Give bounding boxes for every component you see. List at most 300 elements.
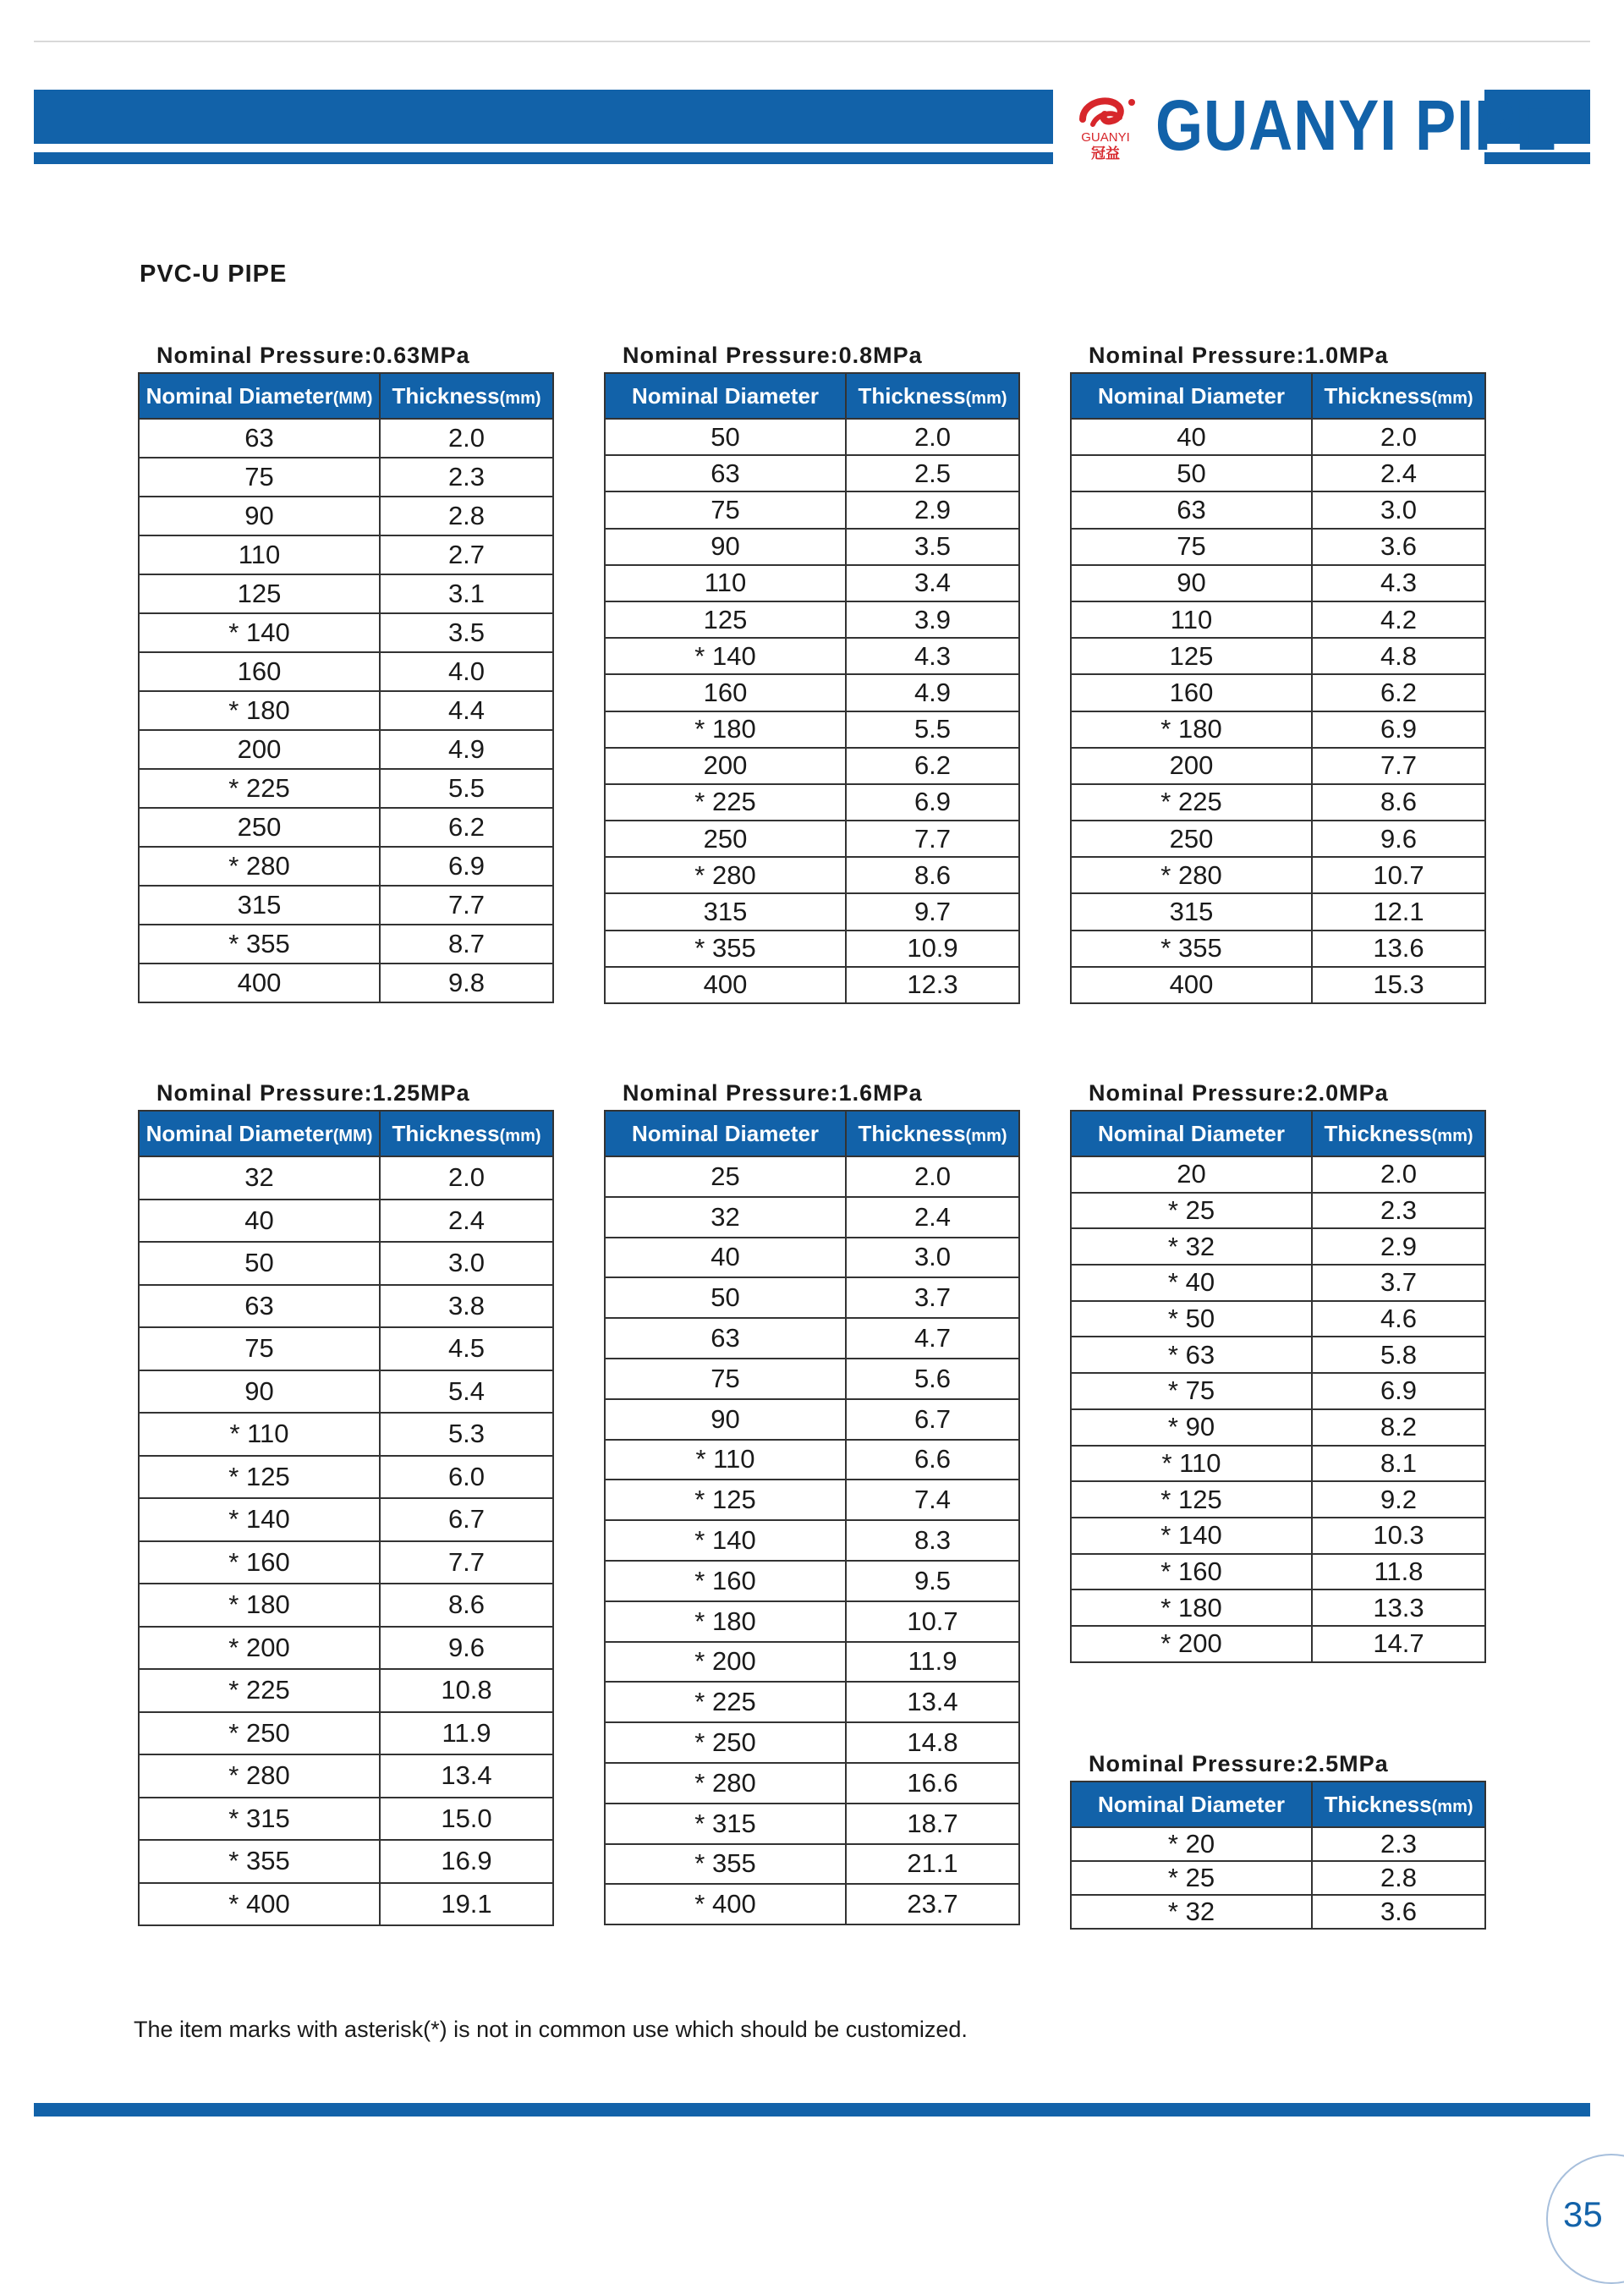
header-unit: (MM) <box>332 1126 373 1145</box>
table-row <box>1071 1301 1485 1337</box>
table-row <box>605 1520 1019 1561</box>
header-label: Nominal Diameter <box>145 382 333 409</box>
cell-diameter: 25 <box>605 1156 846 1197</box>
table-row <box>1071 748 1485 784</box>
pressure-table <box>1070 1110 1486 1663</box>
cell-thickness: 5.4 <box>380 1370 553 1414</box>
cell-thickness: 3.0 <box>846 1238 1019 1278</box>
table-row <box>139 691 553 730</box>
table-row <box>605 1884 1019 1924</box>
cell-thickness: 9.8 <box>380 964 553 1002</box>
header-band <box>34 90 1053 144</box>
cell-thickness: 6.7 <box>846 1399 1019 1440</box>
header-label: Nominal Diameter <box>1097 1791 1286 1817</box>
cell-diameter: 20 <box>1071 1156 1312 1193</box>
cell-thickness: 7.7 <box>846 821 1019 857</box>
table-row <box>139 1370 553 1414</box>
table-row <box>139 925 553 964</box>
cell-thickness: 14.7 <box>1312 1626 1485 1662</box>
cell-thickness: 6.9 <box>380 847 553 886</box>
header-label: Thickness <box>392 1120 500 1146</box>
table-title: Nominal Pressure:0.8MPa <box>623 343 923 368</box>
header-nominal-diameter <box>139 1111 380 1156</box>
cell-thickness: 6.9 <box>1312 711 1485 748</box>
cell-thickness: 21.1 <box>846 1844 1019 1885</box>
cell-thickness: 13.6 <box>1312 931 1485 967</box>
cell-diameter: * 110 <box>1071 1446 1312 1482</box>
header-label: Thickness <box>1324 1120 1432 1146</box>
cell-diameter: * 280 <box>1071 857 1312 893</box>
cell-thickness: 6.2 <box>380 808 553 847</box>
table-row <box>139 847 553 886</box>
cell-thickness: 5.5 <box>380 769 553 808</box>
cell-thickness: 2.0 <box>380 1156 553 1200</box>
cell-thickness: 13.4 <box>846 1682 1019 1722</box>
cell-diameter: 400 <box>605 967 846 1003</box>
cell-diameter: * 315 <box>139 1798 380 1841</box>
header-nominal-diameter <box>605 373 846 419</box>
table-row <box>605 711 1019 748</box>
cell-thickness: 2.0 <box>1312 419 1485 455</box>
table-title: Nominal Pressure:1.25MPa <box>156 1080 470 1106</box>
table-row <box>139 1413 553 1456</box>
table-row <box>605 565 1019 601</box>
table-row <box>139 964 553 1002</box>
table-row <box>605 491 1019 528</box>
cell-thickness: 9.6 <box>1312 821 1485 857</box>
cell-diameter: 75 <box>139 1327 380 1370</box>
header-nominal-diameter <box>1071 1782 1312 1827</box>
cell-diameter: * 180 <box>139 1584 380 1627</box>
cell-thickness: 3.0 <box>380 1242 553 1285</box>
cell-diameter: * 140 <box>1071 1518 1312 1554</box>
cell-diameter: * 25 <box>1071 1861 1312 1895</box>
table-row <box>605 857 1019 893</box>
cell-diameter: * 125 <box>1071 1481 1312 1518</box>
table-row <box>1071 1589 1485 1626</box>
table-row <box>139 1627 553 1670</box>
cell-thickness: 9.5 <box>846 1561 1019 1601</box>
table-row <box>1071 931 1485 967</box>
table-row <box>1071 784 1485 821</box>
pressure-table-2-5 <box>1070 1747 1486 1930</box>
cell-thickness: 3.9 <box>846 601 1019 638</box>
logo-cn-text: 冠益 <box>1091 145 1120 162</box>
cell-diameter: 125 <box>605 601 846 638</box>
cell-thickness: 8.2 <box>1312 1409 1485 1446</box>
cell-diameter: 32 <box>139 1156 380 1200</box>
pressure-table <box>138 372 554 1003</box>
cell-diameter: 90 <box>1071 565 1312 601</box>
cell-diameter: 125 <box>139 574 380 613</box>
table-row <box>1071 1228 1485 1265</box>
cell-thickness: 6.9 <box>1312 1373 1485 1409</box>
header-thickness <box>1312 373 1485 419</box>
table-row <box>139 1883 553 1926</box>
cell-thickness: 7.7 <box>1312 748 1485 784</box>
cell-diameter: 63 <box>139 419 380 458</box>
cell-thickness: 7.7 <box>380 886 553 925</box>
cell-thickness: 8.7 <box>380 925 553 964</box>
table-row <box>1071 857 1485 893</box>
table-row <box>605 1359 1019 1399</box>
table-row <box>139 1754 553 1798</box>
table-header-row <box>1071 373 1485 419</box>
table-row <box>605 1156 1019 1197</box>
cell-diameter: 160 <box>605 674 846 711</box>
table-row <box>1071 1156 1485 1193</box>
table-row <box>1071 565 1485 601</box>
cell-thickness: 2.9 <box>846 491 1019 528</box>
cell-diameter: * 140 <box>139 1498 380 1541</box>
table-row <box>605 638 1019 674</box>
table-header-row <box>139 1111 553 1156</box>
cell-thickness: 4.5 <box>380 1327 553 1370</box>
table-row <box>139 1669 553 1712</box>
cell-thickness: 3.0 <box>1312 491 1485 528</box>
cell-thickness: 8.1 <box>1312 1446 1485 1482</box>
header-thickness <box>846 1111 1019 1156</box>
cell-thickness: 3.4 <box>846 565 1019 601</box>
cell-diameter: * 90 <box>1071 1409 1312 1446</box>
cell-diameter: 63 <box>605 455 846 491</box>
cell-diameter: * 180 <box>1071 1589 1312 1626</box>
cell-diameter: * 63 <box>1071 1337 1312 1373</box>
cell-diameter: * 400 <box>605 1884 846 1924</box>
table-row <box>139 1285 553 1328</box>
cell-diameter: * 180 <box>1071 711 1312 748</box>
cell-thickness: 3.6 <box>1312 529 1485 565</box>
table-row <box>1071 674 1485 711</box>
cell-diameter: 50 <box>1071 455 1312 491</box>
header-label: Nominal Diameter <box>631 1120 820 1146</box>
header-unit: (mm) <box>1431 388 1473 408</box>
cell-thickness: 7.7 <box>380 1541 553 1584</box>
header-unit: (MM) <box>332 388 373 408</box>
cell-diameter: 50 <box>605 1277 846 1318</box>
cell-thickness: 14.8 <box>846 1722 1019 1763</box>
header-thickness <box>380 373 553 419</box>
cell-diameter: 400 <box>1071 967 1312 1003</box>
table-row <box>139 1242 553 1285</box>
pressure-table-2-0 <box>1070 1076 1486 1663</box>
cell-diameter: * 32 <box>1071 1895 1312 1929</box>
table-row <box>605 1763 1019 1804</box>
table-row <box>605 1561 1019 1601</box>
cell-diameter: 400 <box>139 964 380 1002</box>
cell-thickness: 2.8 <box>1312 1861 1485 1895</box>
footnote: The item marks with asterisk(*) is not in common use which should be customized. <box>134 2017 968 2042</box>
table-title: Nominal Pressure:1.0MPa <box>1089 343 1389 368</box>
header-label: Thickness <box>1324 382 1432 409</box>
pressure-table-0-63 <box>138 338 554 1003</box>
cell-diameter: * 355 <box>139 925 380 964</box>
table-row <box>605 455 1019 491</box>
cell-thickness: 7.4 <box>846 1480 1019 1520</box>
table-row <box>605 1277 1019 1318</box>
brand <box>1067 85 1622 166</box>
header-label: Nominal Diameter <box>145 1120 333 1146</box>
header-thickness <box>846 373 1019 419</box>
table-row <box>139 1840 553 1883</box>
header-unit: (mm) <box>965 388 1007 408</box>
cell-diameter: 160 <box>1071 674 1312 711</box>
header-label: Nominal Diameter <box>1097 382 1286 409</box>
cell-diameter: 90 <box>139 497 380 535</box>
cell-diameter: * 160 <box>139 1541 380 1584</box>
cell-diameter: * 180 <box>605 1601 846 1642</box>
cell-diameter: * 355 <box>605 931 846 967</box>
cell-diameter: * 315 <box>605 1804 846 1844</box>
cell-diameter: * 40 <box>1071 1265 1312 1301</box>
cell-thickness: 13.4 <box>380 1754 553 1798</box>
cell-diameter: * 140 <box>139 613 380 652</box>
table-row <box>139 535 553 574</box>
cell-thickness: 5.3 <box>380 1413 553 1456</box>
cell-thickness: 2.3 <box>380 458 553 497</box>
cell-thickness: 4.6 <box>1312 1301 1485 1337</box>
cell-diameter: * 20 <box>1071 1827 1312 1861</box>
table-row <box>605 1722 1019 1763</box>
table-header-row <box>605 373 1019 419</box>
table-row <box>139 1798 553 1841</box>
cell-thickness: 3.7 <box>846 1277 1019 1318</box>
table-row <box>1071 1193 1485 1229</box>
section-title: PVC-U PIPE <box>140 261 288 288</box>
table-title: Nominal Pressure:1.6MPa <box>623 1080 923 1106</box>
table-row <box>139 652 553 691</box>
table-row <box>605 1318 1019 1359</box>
cell-thickness: 15.3 <box>1312 967 1485 1003</box>
cell-diameter: 200 <box>605 748 846 784</box>
cell-diameter: * 225 <box>139 769 380 808</box>
cell-thickness: 3.8 <box>380 1285 553 1328</box>
header-thickness <box>380 1111 553 1156</box>
cell-diameter: * 225 <box>1071 784 1312 821</box>
cell-diameter: * 225 <box>605 1682 846 1722</box>
cell-diameter: 125 <box>1071 638 1312 674</box>
cell-diameter: 90 <box>605 529 846 565</box>
top-rule <box>34 41 1590 42</box>
cell-diameter: * 225 <box>605 784 846 821</box>
cell-thickness: 15.0 <box>380 1798 553 1841</box>
cell-diameter: 200 <box>1071 748 1312 784</box>
table-row <box>139 730 553 769</box>
cell-diameter: 90 <box>139 1370 380 1414</box>
cell-thickness: 2.0 <box>846 419 1019 455</box>
cell-diameter: 110 <box>139 535 380 574</box>
cell-diameter: * 140 <box>605 638 846 674</box>
header-nominal-diameter <box>605 1111 846 1156</box>
cell-thickness: 3.1 <box>380 574 553 613</box>
cell-thickness: 10.7 <box>846 1601 1019 1642</box>
cell-diameter: * 110 <box>605 1440 846 1480</box>
header-label: Nominal Diameter <box>1097 1120 1286 1146</box>
cell-diameter: * 280 <box>605 1763 846 1804</box>
table-row <box>605 893 1019 930</box>
cell-diameter: 110 <box>1071 601 1312 638</box>
table-row <box>605 821 1019 857</box>
header-label: Thickness <box>1324 1791 1432 1817</box>
cell-thickness: 12.1 <box>1312 893 1485 930</box>
cell-thickness: 4.9 <box>846 674 1019 711</box>
pressure-table-1-25 <box>138 1076 554 1926</box>
table-title: Nominal Pressure:2.0MPa <box>1089 1080 1389 1106</box>
table-row <box>139 613 553 652</box>
cell-diameter: 63 <box>605 1318 846 1359</box>
cell-thickness: 19.1 <box>380 1883 553 1926</box>
table-row <box>1071 529 1485 565</box>
table-row <box>605 529 1019 565</box>
table-row <box>139 1456 553 1499</box>
table-row <box>139 458 553 497</box>
cell-thickness: 10.9 <box>846 931 1019 967</box>
header-nominal-diameter <box>1071 1111 1312 1156</box>
table-row <box>1071 1554 1485 1590</box>
cell-thickness: 8.6 <box>1312 784 1485 821</box>
cell-diameter: 32 <box>605 1197 846 1238</box>
cell-thickness: 2.0 <box>380 419 553 458</box>
table-row <box>605 748 1019 784</box>
table-row <box>605 931 1019 967</box>
table-row <box>1071 1518 1485 1554</box>
cell-diameter: 40 <box>1071 419 1312 455</box>
cell-thickness: 2.4 <box>1312 455 1485 491</box>
cell-diameter: * 110 <box>139 1413 380 1456</box>
cell-thickness: 2.9 <box>1312 1228 1485 1265</box>
cell-diameter: 315 <box>605 893 846 930</box>
cell-diameter: 75 <box>1071 529 1312 565</box>
cell-thickness: 2.0 <box>846 1156 1019 1197</box>
cell-thickness: 3.5 <box>846 529 1019 565</box>
table-header-row <box>1071 1782 1485 1827</box>
header-thickness <box>1312 1111 1485 1156</box>
table-row <box>605 784 1019 821</box>
cell-thickness: 6.6 <box>846 1440 1019 1480</box>
cell-diameter: * 180 <box>139 691 380 730</box>
cell-diameter: * 280 <box>139 847 380 886</box>
cell-diameter: 50 <box>605 419 846 455</box>
cell-thickness: 16.9 <box>380 1840 553 1883</box>
cell-thickness: 5.5 <box>846 711 1019 748</box>
header-unit: (mm) <box>499 388 541 408</box>
table-row <box>139 1584 553 1627</box>
table-row <box>139 419 553 458</box>
header-label: Thickness <box>858 1120 966 1146</box>
cell-thickness: 9.7 <box>846 893 1019 930</box>
cell-thickness: 9.2 <box>1312 1481 1485 1518</box>
header-unit: (mm) <box>965 1126 1007 1145</box>
cell-diameter: * 32 <box>1071 1228 1312 1265</box>
table-row <box>1071 638 1485 674</box>
table-row <box>139 1541 553 1584</box>
header-band-line <box>34 152 1053 164</box>
cell-thickness: 10.7 <box>1312 857 1485 893</box>
cell-diameter: 40 <box>139 1200 380 1243</box>
pressure-table <box>604 372 1020 1004</box>
cell-thickness: 2.7 <box>380 535 553 574</box>
cell-diameter: 250 <box>1071 821 1312 857</box>
cell-diameter: * 180 <box>605 711 846 748</box>
cell-diameter: * 50 <box>1071 1301 1312 1337</box>
page-number: 35 <box>1563 2194 1603 2234</box>
header-label: Nominal Diameter <box>631 382 820 409</box>
table-row <box>139 574 553 613</box>
cell-thickness: 6.2 <box>1312 674 1485 711</box>
table-header-row <box>139 373 553 419</box>
cell-diameter: * 225 <box>139 1669 380 1712</box>
logo-text: GUANYI <box>1081 130 1130 145</box>
cell-diameter: 50 <box>139 1242 380 1285</box>
cell-thickness: 6.0 <box>380 1456 553 1499</box>
cell-diameter: * 200 <box>605 1642 846 1683</box>
table-row <box>1071 1446 1485 1482</box>
cell-diameter: * 200 <box>139 1627 380 1670</box>
cell-thickness: 18.7 <box>846 1804 1019 1844</box>
table-row <box>1071 455 1485 491</box>
cell-diameter: * 160 <box>605 1561 846 1601</box>
cell-thickness: 5.8 <box>1312 1337 1485 1373</box>
cell-diameter: * 25 <box>1071 1193 1312 1229</box>
table-row <box>1071 1861 1485 1895</box>
cell-thickness: 2.3 <box>1312 1827 1485 1861</box>
pressure-table <box>138 1110 554 1926</box>
cell-thickness: 2.5 <box>846 455 1019 491</box>
cell-diameter: * 250 <box>605 1722 846 1763</box>
table-title: Nominal Pressure:0.63MPa <box>156 343 470 368</box>
header-unit: (mm) <box>1431 1126 1473 1145</box>
table-row <box>605 1601 1019 1642</box>
cell-thickness: 4.3 <box>1312 565 1485 601</box>
cell-thickness: 4.4 <box>380 691 553 730</box>
cell-thickness: 11.9 <box>380 1712 553 1755</box>
cell-thickness: 4.7 <box>846 1318 1019 1359</box>
cell-diameter: 160 <box>139 652 380 691</box>
cell-thickness: 12.3 <box>846 967 1019 1003</box>
cell-thickness: 9.6 <box>380 1627 553 1670</box>
cell-thickness: 8.6 <box>846 857 1019 893</box>
table-row <box>139 1498 553 1541</box>
table-row <box>605 601 1019 638</box>
table-row <box>1071 1895 1485 1929</box>
cell-thickness: 16.6 <box>846 1763 1019 1804</box>
cell-diameter: * 200 <box>1071 1626 1312 1662</box>
cell-diameter: 90 <box>605 1399 846 1440</box>
cell-diameter: * 355 <box>1071 931 1312 967</box>
pressure-table <box>1070 372 1486 1004</box>
table-row <box>1071 711 1485 748</box>
table-row <box>1071 821 1485 857</box>
table-row <box>1071 967 1485 1003</box>
cell-thickness: 6.9 <box>846 784 1019 821</box>
cell-diameter: 315 <box>139 886 380 925</box>
table-row <box>1071 1337 1485 1373</box>
cell-diameter: * 250 <box>139 1712 380 1755</box>
table-row <box>1071 1409 1485 1446</box>
table-row <box>139 886 553 925</box>
cell-thickness: 3.5 <box>380 613 553 652</box>
table-row <box>1071 601 1485 638</box>
cell-diameter: * 355 <box>605 1844 846 1885</box>
header-label: Thickness <box>858 382 966 409</box>
table-row <box>605 967 1019 1003</box>
cell-diameter: 110 <box>605 565 846 601</box>
cell-thickness: 2.4 <box>846 1197 1019 1238</box>
cell-diameter: 75 <box>605 491 846 528</box>
pressure-table-1-0 <box>1070 338 1486 1004</box>
table-row <box>139 769 553 808</box>
table-row <box>605 1844 1019 1885</box>
